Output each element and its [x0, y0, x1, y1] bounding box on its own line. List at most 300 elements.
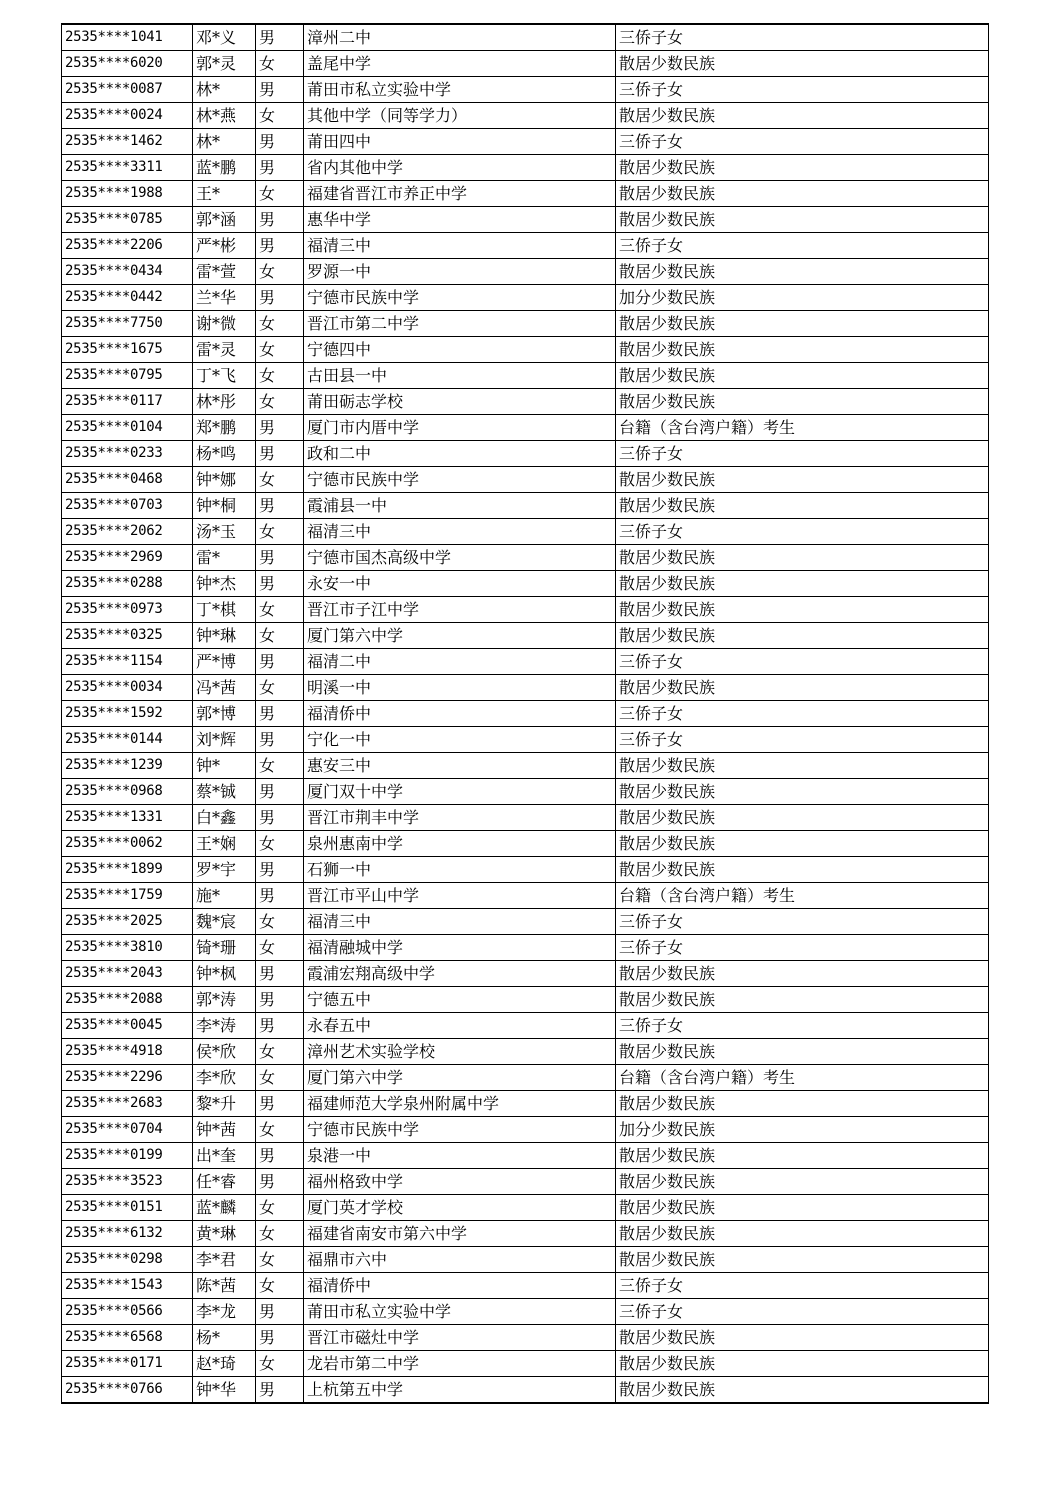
exam-id-cell: 2535****1543: [62, 1273, 193, 1299]
category-cell: 散居少数民族: [616, 467, 989, 493]
exam-id-cell: 2535****0144: [62, 727, 193, 753]
name-cell: 林*: [193, 129, 256, 155]
name-cell: 钟*娜: [193, 467, 256, 493]
category-cell: 散居少数民族: [616, 1195, 989, 1221]
gender-cell: 女: [256, 1247, 304, 1273]
name-cell: 钟*桐: [193, 493, 256, 519]
gender-cell: 男: [256, 701, 304, 727]
table-row: [62, 1351, 989, 1377]
name-cell: 蓝*麟: [193, 1195, 256, 1221]
category-cell: 台籍（含台湾户籍）考生: [616, 883, 989, 909]
name-cell: 丁*飞: [193, 363, 256, 389]
table-row: [62, 1013, 989, 1039]
gender-cell: 男: [256, 285, 304, 311]
category-cell: 三侨子女: [616, 727, 989, 753]
category-cell: 散居少数民族: [616, 987, 989, 1013]
gender-cell: 女: [256, 389, 304, 415]
table-body: [62, 24, 989, 1403]
gender-cell: 女: [256, 311, 304, 337]
school-cell: 宁德市国杰高级中学: [304, 545, 616, 571]
category-cell: 台籍（含台湾户籍）考生: [616, 415, 989, 441]
school-cell: 厦门英才学校: [304, 1195, 616, 1221]
name-cell: 郭*涛: [193, 987, 256, 1013]
table-row: [62, 181, 989, 207]
name-cell: 李*涛: [193, 1013, 256, 1039]
name-cell: 白*鑫: [193, 805, 256, 831]
school-cell: 福清侨中: [304, 701, 616, 727]
category-cell: 散居少数民族: [616, 1325, 989, 1351]
category-cell: 散居少数民族: [616, 1221, 989, 1247]
exam-id-cell: 2535****6132: [62, 1221, 193, 1247]
school-cell: 其他中学（同等学力）: [304, 103, 616, 129]
exam-id-cell: 2535****0973: [62, 597, 193, 623]
category-cell: 加分少数民族: [616, 1117, 989, 1143]
school-cell: 龙岩市第二中学: [304, 1351, 616, 1377]
name-cell: 郭*涵: [193, 207, 256, 233]
gender-cell: 女: [256, 1195, 304, 1221]
gender-cell: 女: [256, 909, 304, 935]
school-cell: 政和二中: [304, 441, 616, 467]
gender-cell: 女: [256, 935, 304, 961]
gender-cell: 男: [256, 857, 304, 883]
name-cell: 冯*茜: [193, 675, 256, 701]
exam-id-cell: 2535****1331: [62, 805, 193, 831]
name-cell: 黎*升: [193, 1091, 256, 1117]
gender-cell: 男: [256, 883, 304, 909]
name-cell: 李*欣: [193, 1065, 256, 1091]
school-cell: 宁德四中: [304, 337, 616, 363]
name-cell: 钟*琳: [193, 623, 256, 649]
table-row: [62, 1039, 989, 1065]
exam-id-cell: 2535****1462: [62, 129, 193, 155]
table-row: [62, 623, 989, 649]
name-cell: 汤*玉: [193, 519, 256, 545]
name-cell: 严*彬: [193, 233, 256, 259]
gender-cell: 女: [256, 1039, 304, 1065]
gender-cell: 男: [256, 1143, 304, 1169]
table-row: [62, 311, 989, 337]
school-cell: 省内其他中学: [304, 155, 616, 181]
school-cell: 明溪一中: [304, 675, 616, 701]
name-cell: 雷*: [193, 545, 256, 571]
category-cell: 三侨子女: [616, 935, 989, 961]
gender-cell: 女: [256, 51, 304, 77]
table-row: [62, 597, 989, 623]
exam-id-cell: 2535****0298: [62, 1247, 193, 1273]
exam-id-cell: 2535****0199: [62, 1143, 193, 1169]
category-cell: 散居少数民族: [616, 311, 989, 337]
table-row: [62, 1117, 989, 1143]
name-cell: 出*奎: [193, 1143, 256, 1169]
table-row: [62, 805, 989, 831]
category-cell: 散居少数民族: [616, 597, 989, 623]
category-cell: 散居少数民族: [616, 545, 989, 571]
exam-id-cell: 2535****1154: [62, 649, 193, 675]
school-cell: 泉港一中: [304, 1143, 616, 1169]
table-row: [62, 649, 989, 675]
category-cell: 散居少数民族: [616, 831, 989, 857]
exam-id-cell: 2535****1041: [62, 24, 193, 51]
exam-id-cell: 2535****6020: [62, 51, 193, 77]
name-cell: 锜*珊: [193, 935, 256, 961]
exam-id-cell: 2535****3311: [62, 155, 193, 181]
category-cell: 散居少数民族: [616, 805, 989, 831]
exam-id-cell: 2535****2206: [62, 233, 193, 259]
school-cell: 莆田市私立实验中学: [304, 1299, 616, 1325]
school-cell: 晋江市子江中学: [304, 597, 616, 623]
name-cell: 杨*: [193, 1325, 256, 1351]
school-cell: 永安一中: [304, 571, 616, 597]
exam-id-cell: 2535****6568: [62, 1325, 193, 1351]
category-cell: 三侨子女: [616, 649, 989, 675]
exam-id-cell: 2535****2683: [62, 1091, 193, 1117]
category-cell: 三侨子女: [616, 519, 989, 545]
name-cell: 李*龙: [193, 1299, 256, 1325]
exam-id-cell: 2535****0785: [62, 207, 193, 233]
name-cell: 钟*枫: [193, 961, 256, 987]
category-cell: 散居少数民族: [616, 1143, 989, 1169]
school-cell: 福清侨中: [304, 1273, 616, 1299]
table-row: [62, 961, 989, 987]
school-cell: 莆田四中: [304, 129, 616, 155]
table-row: [62, 285, 989, 311]
category-cell: 加分少数民族: [616, 285, 989, 311]
school-cell: 莆田砺志学校: [304, 389, 616, 415]
school-cell: 厦门双十中学: [304, 779, 616, 805]
gender-cell: 女: [256, 259, 304, 285]
name-cell: 郭*博: [193, 701, 256, 727]
table-row: [62, 51, 989, 77]
category-cell: 散居少数民族: [616, 337, 989, 363]
school-cell: 惠华中学: [304, 207, 616, 233]
exam-id-cell: 2535****1675: [62, 337, 193, 363]
gender-cell: 男: [256, 779, 304, 805]
table-row: [62, 1247, 989, 1273]
name-cell: 林*彤: [193, 389, 256, 415]
table-row: [62, 701, 989, 727]
table-row: [62, 909, 989, 935]
table-row: [62, 337, 989, 363]
school-cell: 福清融城中学: [304, 935, 616, 961]
table-row: [62, 1221, 989, 1247]
table-row: [62, 129, 989, 155]
school-cell: 福清二中: [304, 649, 616, 675]
table-row: [62, 831, 989, 857]
table-row: [62, 363, 989, 389]
table-row: [62, 1169, 989, 1195]
name-cell: 陈*茜: [193, 1273, 256, 1299]
gender-cell: 女: [256, 1273, 304, 1299]
gender-cell: 男: [256, 961, 304, 987]
category-cell: 三侨子女: [616, 701, 989, 727]
category-cell: 三侨子女: [616, 233, 989, 259]
name-cell: 钟*华: [193, 1377, 256, 1404]
exam-id-cell: 2535****2969: [62, 545, 193, 571]
table-row: [62, 545, 989, 571]
gender-cell: 男: [256, 1299, 304, 1325]
name-cell: 王*娴: [193, 831, 256, 857]
category-cell: 散居少数民族: [616, 571, 989, 597]
category-cell: 台籍（含台湾户籍）考生: [616, 1065, 989, 1091]
table-row: [62, 493, 989, 519]
exam-id-cell: 2535****0045: [62, 1013, 193, 1039]
school-cell: 福建省南安市第六中学: [304, 1221, 616, 1247]
table-row: [62, 1065, 989, 1091]
exam-id-cell: 2535****2062: [62, 519, 193, 545]
name-cell: 严*博: [193, 649, 256, 675]
category-cell: 散居少数民族: [616, 493, 989, 519]
table-row: [62, 1195, 989, 1221]
exam-id-cell: 2535****2025: [62, 909, 193, 935]
name-cell: 雷*灵: [193, 337, 256, 363]
category-cell: 散居少数民族: [616, 1091, 989, 1117]
category-cell: 三侨子女: [616, 1273, 989, 1299]
category-cell: 三侨子女: [616, 77, 989, 103]
candidate-table: [61, 23, 989, 1404]
name-cell: 林*燕: [193, 103, 256, 129]
exam-id-cell: 2535****0034: [62, 675, 193, 701]
table-row: [62, 233, 989, 259]
gender-cell: 女: [256, 831, 304, 857]
school-cell: 福州格致中学: [304, 1169, 616, 1195]
category-cell: 散居少数民族: [616, 857, 989, 883]
exam-id-cell: 2535****0766: [62, 1377, 193, 1404]
gender-cell: 男: [256, 415, 304, 441]
exam-id-cell: 2535****0024: [62, 103, 193, 129]
exam-id-cell: 2535****2043: [62, 961, 193, 987]
gender-cell: 男: [256, 1169, 304, 1195]
name-cell: 兰*华: [193, 285, 256, 311]
gender-cell: 男: [256, 571, 304, 597]
school-cell: 宁德市民族中学: [304, 285, 616, 311]
category-cell: 三侨子女: [616, 441, 989, 467]
exam-id-cell: 2535****0087: [62, 77, 193, 103]
exam-id-cell: 2535****2088: [62, 987, 193, 1013]
name-cell: 谢*微: [193, 311, 256, 337]
name-cell: 魏*宸: [193, 909, 256, 935]
exam-id-cell: 2535****0704: [62, 1117, 193, 1143]
gender-cell: 女: [256, 597, 304, 623]
gender-cell: 男: [256, 207, 304, 233]
category-cell: 散居少数民族: [616, 363, 989, 389]
category-cell: 散居少数民族: [616, 1247, 989, 1273]
name-cell: 钟*杰: [193, 571, 256, 597]
school-cell: 福建师范大学泉州附属中学: [304, 1091, 616, 1117]
gender-cell: 女: [256, 1351, 304, 1377]
school-cell: 宁化一中: [304, 727, 616, 753]
category-cell: 三侨子女: [616, 909, 989, 935]
exam-id-cell: 2535****2296: [62, 1065, 193, 1091]
exam-id-cell: 2535****0703: [62, 493, 193, 519]
table-row: [62, 415, 989, 441]
exam-id-cell: 2535****0288: [62, 571, 193, 597]
gender-cell: 男: [256, 545, 304, 571]
name-cell: 雷*萱: [193, 259, 256, 285]
exam-id-cell: 2535****0325: [62, 623, 193, 649]
gender-cell: 男: [256, 155, 304, 181]
school-cell: 永春五中: [304, 1013, 616, 1039]
exam-id-cell: 2535****0434: [62, 259, 193, 285]
category-cell: 散居少数民族: [616, 623, 989, 649]
exam-id-cell: 2535****1239: [62, 753, 193, 779]
name-cell: 林*: [193, 77, 256, 103]
exam-id-cell: 2535****0795: [62, 363, 193, 389]
gender-cell: 男: [256, 987, 304, 1013]
name-cell: 施*: [193, 883, 256, 909]
exam-id-cell: 2535****0233: [62, 441, 193, 467]
gender-cell: 女: [256, 519, 304, 545]
school-cell: 宁德五中: [304, 987, 616, 1013]
exam-id-cell: 2535****3810: [62, 935, 193, 961]
gender-cell: 男: [256, 1377, 304, 1404]
exam-id-cell: 2535****0062: [62, 831, 193, 857]
school-cell: 福建省晋江市养正中学: [304, 181, 616, 207]
table-row: [62, 675, 989, 701]
table-row: [62, 1273, 989, 1299]
table-row: [62, 935, 989, 961]
category-cell: 散居少数民族: [616, 389, 989, 415]
gender-cell: 男: [256, 1091, 304, 1117]
exam-id-cell: 2535****1899: [62, 857, 193, 883]
category-cell: 散居少数民族: [616, 259, 989, 285]
table-row: [62, 987, 989, 1013]
exam-id-cell: 2535****0117: [62, 389, 193, 415]
gender-cell: 男: [256, 441, 304, 467]
table-row: [62, 1143, 989, 1169]
school-cell: 罗源一中: [304, 259, 616, 285]
exam-id-cell: 2535****0442: [62, 285, 193, 311]
category-cell: 三侨子女: [616, 1013, 989, 1039]
school-cell: 霞浦宏翔高级中学: [304, 961, 616, 987]
school-cell: 宁德市民族中学: [304, 1117, 616, 1143]
name-cell: 钟*: [193, 753, 256, 779]
gender-cell: 男: [256, 129, 304, 155]
gender-cell: 女: [256, 181, 304, 207]
school-cell: 晋江市荆丰中学: [304, 805, 616, 831]
gender-cell: 女: [256, 1221, 304, 1247]
table-row: [62, 779, 989, 805]
category-cell: 散居少数民族: [616, 1351, 989, 1377]
category-cell: 散居少数民族: [616, 1039, 989, 1065]
table-row: [62, 389, 989, 415]
school-cell: 晋江市第二中学: [304, 311, 616, 337]
school-cell: 漳州二中: [304, 24, 616, 51]
name-cell: 罗*宇: [193, 857, 256, 883]
school-cell: 上杭第五中学: [304, 1377, 616, 1404]
school-cell: 厦门第六中学: [304, 1065, 616, 1091]
table-row: [62, 207, 989, 233]
table-row: [62, 24, 989, 51]
exam-id-cell: 2535****0566: [62, 1299, 193, 1325]
name-cell: 邓*义: [193, 24, 256, 51]
gender-cell: 女: [256, 337, 304, 363]
school-cell: 福鼎市六中: [304, 1247, 616, 1273]
school-cell: 厦门市内厝中学: [304, 415, 616, 441]
table-row: [62, 519, 989, 545]
name-cell: 赵*琦: [193, 1351, 256, 1377]
gender-cell: 男: [256, 727, 304, 753]
table-row: [62, 857, 989, 883]
school-cell: 漳州艺术实验学校: [304, 1039, 616, 1065]
name-cell: 杨*鸣: [193, 441, 256, 467]
school-cell: 厦门第六中学: [304, 623, 616, 649]
category-cell: 散居少数民族: [616, 155, 989, 181]
gender-cell: 男: [256, 233, 304, 259]
category-cell: 散居少数民族: [616, 753, 989, 779]
gender-cell: 男: [256, 649, 304, 675]
name-cell: 黄*琳: [193, 1221, 256, 1247]
name-cell: 任*睿: [193, 1169, 256, 1195]
table-row: [62, 467, 989, 493]
category-cell: 散居少数民族: [616, 1169, 989, 1195]
name-cell: 蔡*铖: [193, 779, 256, 805]
name-cell: 郭*灵: [193, 51, 256, 77]
table-row: [62, 883, 989, 909]
gender-cell: 男: [256, 1013, 304, 1039]
name-cell: 李*君: [193, 1247, 256, 1273]
gender-cell: 女: [256, 103, 304, 129]
name-cell: 钟*茜: [193, 1117, 256, 1143]
gender-cell: 男: [256, 24, 304, 51]
gender-cell: 男: [256, 1325, 304, 1351]
exam-id-cell: 2535****0104: [62, 415, 193, 441]
table-row: [62, 441, 989, 467]
school-cell: 福清三中: [304, 909, 616, 935]
school-cell: 泉州惠南中学: [304, 831, 616, 857]
exam-id-cell: 2535****0468: [62, 467, 193, 493]
gender-cell: 女: [256, 1065, 304, 1091]
school-cell: 晋江市磁灶中学: [304, 1325, 616, 1351]
table-row: [62, 77, 989, 103]
gender-cell: 女: [256, 1117, 304, 1143]
name-cell: 侯*欣: [193, 1039, 256, 1065]
school-cell: 宁德市民族中学: [304, 467, 616, 493]
exam-id-cell: 2535****0151: [62, 1195, 193, 1221]
school-cell: 霞浦县一中: [304, 493, 616, 519]
school-cell: 盖尾中学: [304, 51, 616, 77]
gender-cell: 男: [256, 805, 304, 831]
table-row: [62, 753, 989, 779]
category-cell: 散居少数民族: [616, 1377, 989, 1404]
exam-id-cell: 2535****0171: [62, 1351, 193, 1377]
category-cell: 散居少数民族: [616, 181, 989, 207]
school-cell: 福清三中: [304, 233, 616, 259]
category-cell: 三侨子女: [616, 24, 989, 51]
table-row: [62, 1377, 989, 1404]
table-row: [62, 1299, 989, 1325]
school-cell: 莆田市私立实验中学: [304, 77, 616, 103]
table-row: [62, 155, 989, 181]
category-cell: 散居少数民族: [616, 961, 989, 987]
table-row: [62, 103, 989, 129]
category-cell: 散居少数民族: [616, 779, 989, 805]
gender-cell: 女: [256, 675, 304, 701]
table-row: [62, 727, 989, 753]
name-cell: 刘*辉: [193, 727, 256, 753]
name-cell: 郑*鹏: [193, 415, 256, 441]
category-cell: 散居少数民族: [616, 675, 989, 701]
school-cell: 石狮一中: [304, 857, 616, 883]
gender-cell: 女: [256, 363, 304, 389]
gender-cell: 女: [256, 623, 304, 649]
exam-id-cell: 2535****1988: [62, 181, 193, 207]
category-cell: 三侨子女: [616, 1299, 989, 1325]
gender-cell: 女: [256, 753, 304, 779]
school-cell: 晋江市平山中学: [304, 883, 616, 909]
table-row: [62, 1091, 989, 1117]
exam-id-cell: 2535****7750: [62, 311, 193, 337]
name-cell: 王*: [193, 181, 256, 207]
